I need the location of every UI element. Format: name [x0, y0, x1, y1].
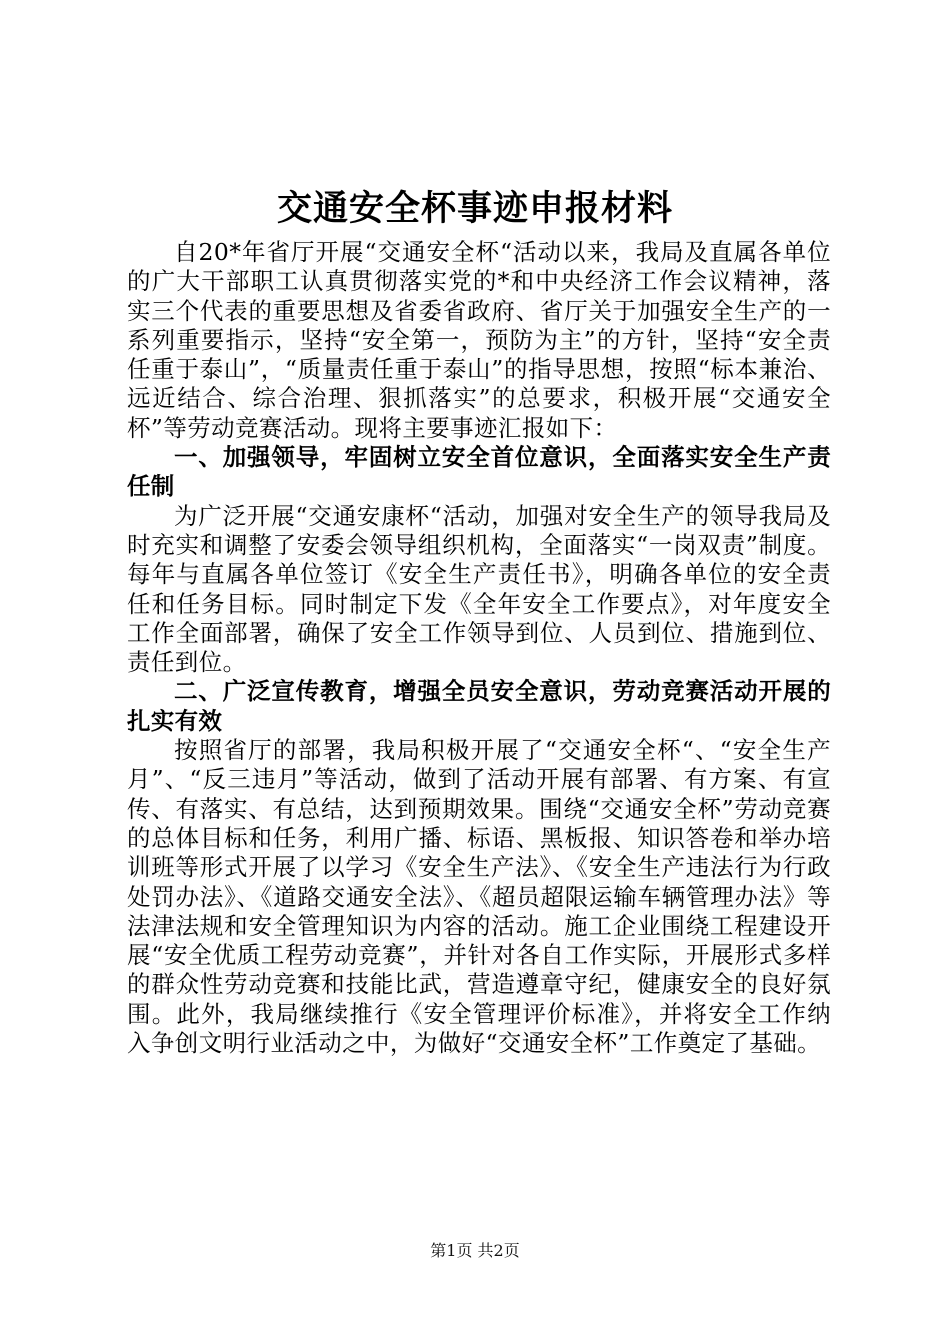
- section-heading-1: 一、加强领导，牢固树立安全首位意识，全面落实安全生产责任制: [127, 443, 831, 501]
- section-heading-2: 二、广泛宣传教育，增强全员安全意识，劳动竞赛活动开展的扎实有效: [127, 677, 831, 735]
- document-title: 交通安全杯事迹申报材料: [276, 189, 673, 229]
- document-body: [127, 238, 831, 1058]
- section-2-paragraph: 按照省厅的部署，我局积极开展了“交通安全杯“、“安全生产月”、“反三违月”等活动，做到了活动开展有部署、有方案、有宣传、有落实、有总结，达到预期效果。围绕“交通安全杯”劳动竞赛的总体目标和任务，利用广播、标语、黑板报、知识答卷和举办培训班等形式开展了以学习《安全生产法》、《安全生产违法行为行政处罚办法》、《道路交通安全法》、《超员超限运输车辆管理办法》等法津法规和安全管理知识为内容的活动。施工企业围绕工程建设开展“安全优质工程劳动竞赛”，并针对各自工作实际，开展形式多样的群众性劳动竞赛和技能比武，营造遵章守纪，健康安全的良好氛围。此外，我局继续推行《安全管理评价标准》，并将安全工作纳入争创文明行业活动之中，为做好“交通安全杯”工作奠定了基础。: [127, 736, 831, 1058]
- section-1-paragraph: 为广泛开展“交通安康杯“活动，加强对安全生产的领导我局及时充实和调整了安委会领导组织机构，全面落实“一岗双责”制度。每年与直属各单位签订《安全生产责任书》，明确各单位的安全责任和任务目标。同时制定下发《全年安全工作要点》，对年度安全工作全面部署，确保了安全工作领导到位、人员到位、措施到位、责任到位。: [127, 501, 831, 677]
- page-number-footer: 第1页 共2页: [430, 1241, 520, 1260]
- intro-paragraph: 自20*年省厅开展“交通安全杯“活动以来，我局及直属各单位的广大干部职工认真贯彻落实党的*和中央经济工作会议精神，落实三个代表的重要思想及省委省政府、省厅关于加强安全生产的一系列重要指示，坚持“安全第一，预防为主”的方针，坚持“安全责任重于泰山”，“质量责任重于泰山”的指导思想，按照“标本兼治、远近结合、综合治理、狠抓落实”的总要求，积极开展“交通安全杯”等劳动竞赛活动。现将主要事迹汇报如下：: [127, 238, 831, 442]
